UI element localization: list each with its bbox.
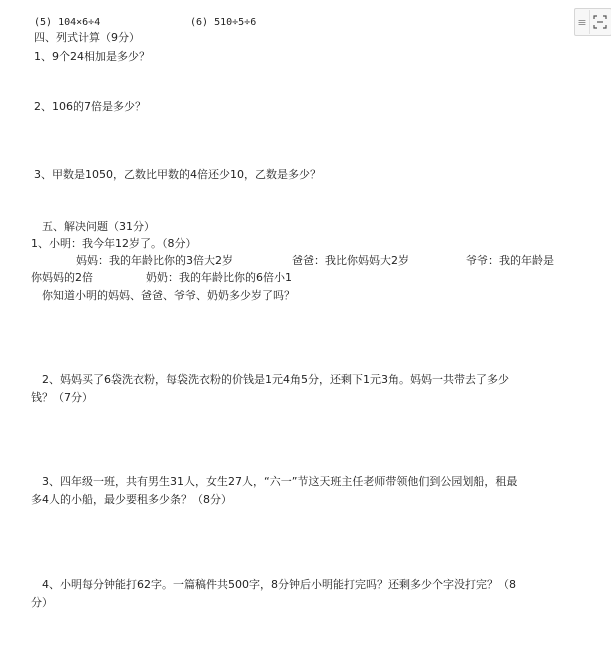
- problem-3-line-2: 多4人的小船，最少要租多少条？（8分）: [31, 493, 232, 506]
- problem-4-line-1: 4、小明每分钟能打62字。一篇稿件共500字，8分钟后小明能打完吗？还剩多少个字没打完？（8: [42, 578, 516, 591]
- calc-item-5: (5) 104×6÷4: [34, 17, 101, 28]
- problem-1-question: 你知道小明的妈妈、爸爸、爷爷、奶奶多少岁了吗？: [42, 289, 295, 302]
- section-5-heading: 五、解决问题（31分）: [42, 220, 155, 233]
- scan-icon[interactable]: [590, 10, 610, 34]
- problem-1-mother: 妈妈：我的年龄比你的3倍大2岁: [76, 254, 233, 267]
- menu-icon[interactable]: ≡: [575, 10, 590, 34]
- problem-3-line-1: 3、四年级一班，共有男生31人，女生27人，“六一”节这天班主任老师带领他们到公园划船，租最: [42, 475, 518, 488]
- section-4-question-3: 3、甲数是1050，乙数比甲数的4倍还少10，乙数是多少？: [34, 168, 321, 181]
- problem-1-father: 爸爸：我比你妈妈大2岁: [292, 254, 409, 267]
- problem-1-title: 1、小明：我今年12岁了。（8分）: [31, 237, 197, 250]
- problem-4-line-2: 分）: [31, 596, 53, 609]
- problem-1-grandpa: 爷爷：我的年龄是: [466, 254, 554, 267]
- section-4-question-2: 2、106的7倍是多少？: [34, 100, 146, 113]
- calc-item-6: (6) 510÷5÷6: [190, 17, 257, 28]
- section-4-question-1: 1、9个24相加是多少？: [34, 50, 150, 63]
- problem-2-line-2: 钱？（7分）: [31, 391, 93, 404]
- floating-toolbar: [574, 8, 611, 36]
- problem-1-grandma: 奶奶：我的年龄比你的6倍小1: [146, 271, 292, 284]
- section-4-heading: 四、列式计算（9分）: [34, 31, 140, 44]
- problem-1-grandpa-cont: 你妈妈的2倍: [31, 271, 93, 284]
- problem-2-line-1: 2、妈妈买了6袋洗衣粉，每袋洗衣粉的价钱是1元4角5分，还剩下1元3角。妈妈一共带去了多少: [42, 373, 509, 386]
- scan-icon-graphic: [593, 15, 607, 29]
